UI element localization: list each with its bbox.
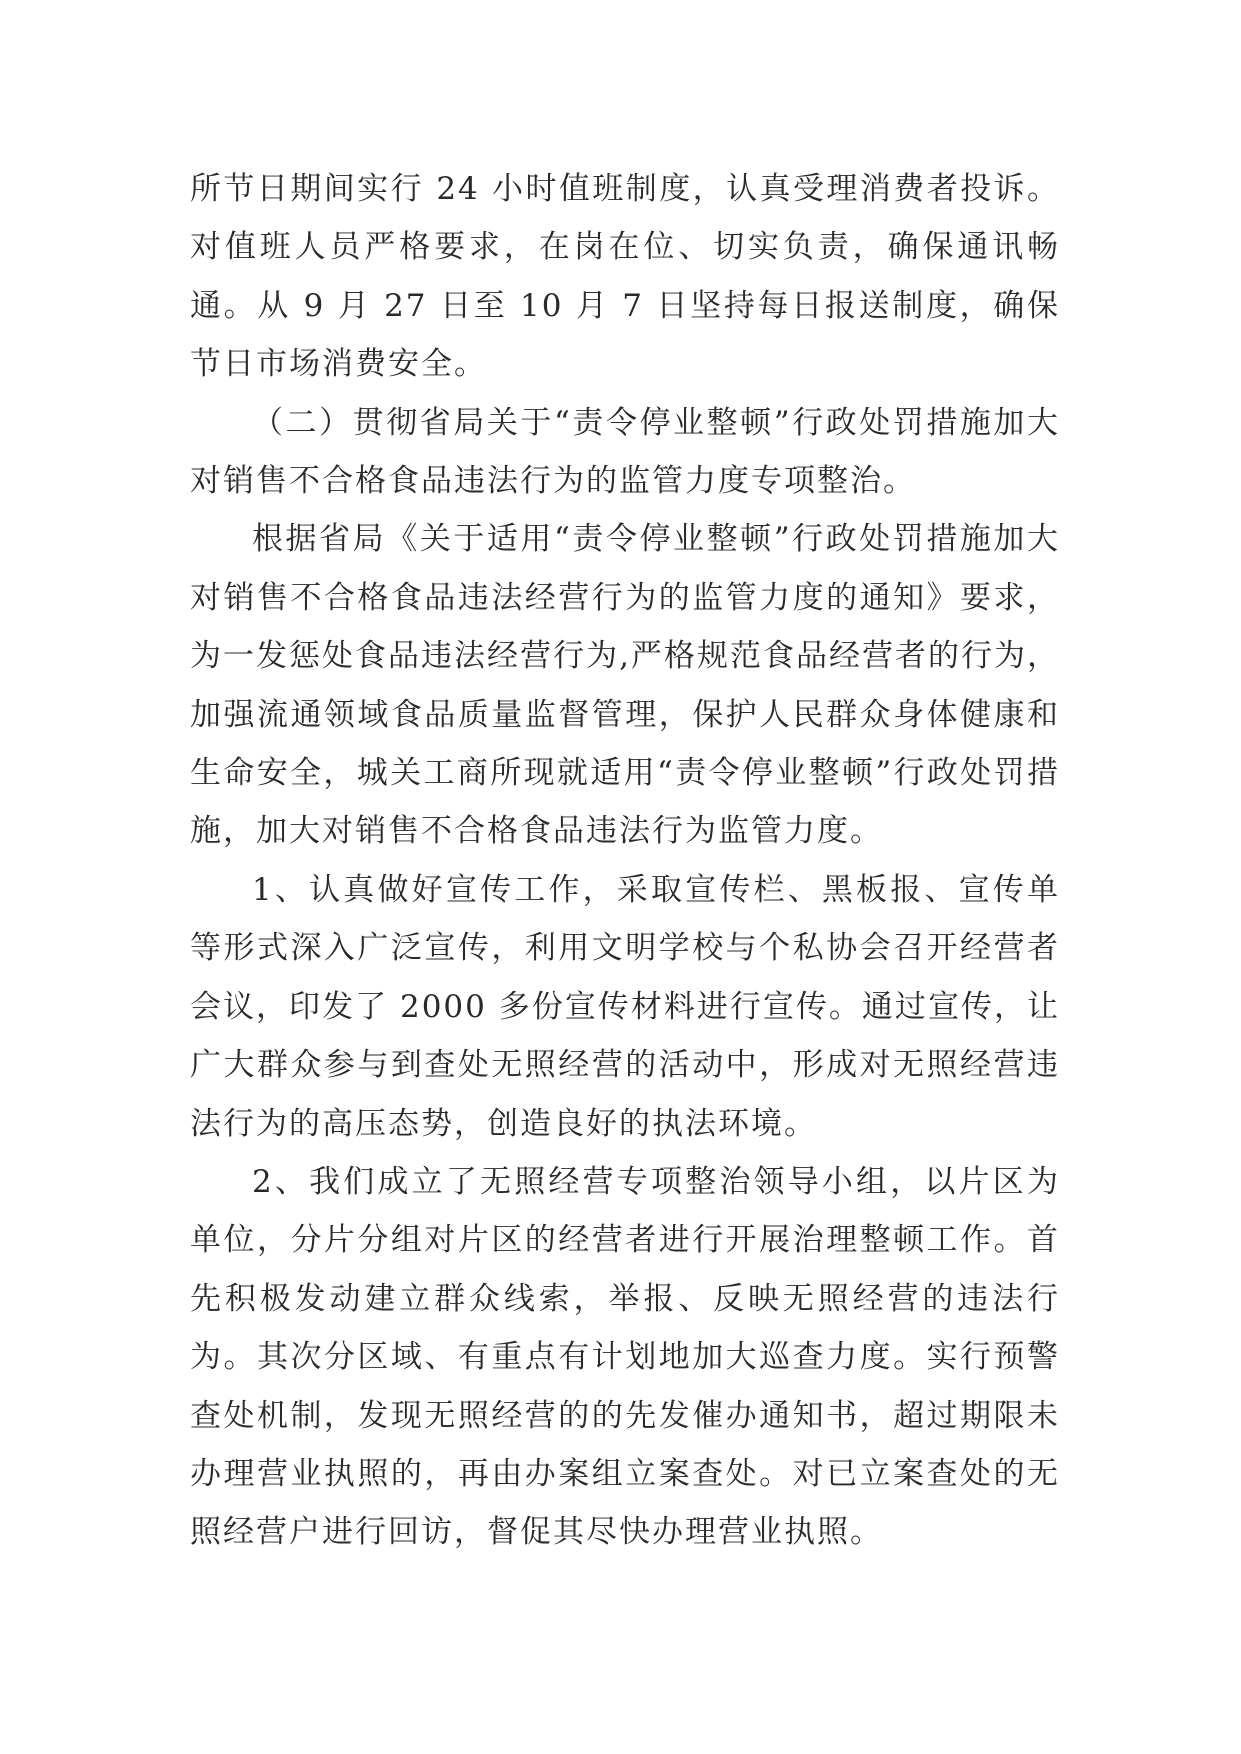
document-page (190, 160, 1060, 1562)
paragraph-item-1-publicity: 1、认真做好宣传工作，采取宣传栏、黑板报、宣传单等形式深入广泛宣传，利用文明学校与个私协会召开经营者会议，印发了 2000 多份宣传材料进行宣传。通过宣传，让广大群众参与到查处无照经营的活动中，形成对无照经营违法行为的高压态势，创造良好的执法环境。 (190, 871, 1060, 1142)
paragraph-provincial-notice: 根据省局《关于适用“责令停业整顿”行政处罚措施加大对销售不合格食品违法经营行为的监管力度的通知》要求，为一发惩处食品违法经营行为,严格规范食品经营者的行为，加强流通领域食品质量监督管理，保护人民群众身体健康和生命安全，城关工商所现就适用“责令停业整顿”行政处罚措施，加大对销售不合格食品违法行为监管力度。 (190, 521, 1060, 850)
paragraph-duty-system: 所节日期间实行 24 小时值班制度，认真受理消费者投诉。对值班人员严格要求，在岗在位、切实负责，确保通讯畅通。从 9 月 27 日至 10 月 7 日坚持每日报送制度，确保节日市场消费安全。 (190, 171, 1060, 383)
paragraph-item-2-leading-group: 2、我们成立了无照经营专项整治领导小组，以片区为单位，分片分组对片区的经营者进行开展治理整顿工作。首先积极发动建立群众线索，举报、反映无照经营的违法行为。其次分区域、有重点有计划地加大巡查力度。实行预警查处机制，发现无照经营的的先发催办通知书，超过期限未办理营业执照的，再由办案组立案查处。对已立案查处的无照经营户进行回访，督促其尽快办理营业执照。 (190, 1163, 1060, 1551)
paragraph-section-two-heading: （二）贯彻省局关于“责令停业整顿”行政处罚措施加大对销售不合格食品违法行为的监管力度专项整治。 (190, 404, 1060, 500)
